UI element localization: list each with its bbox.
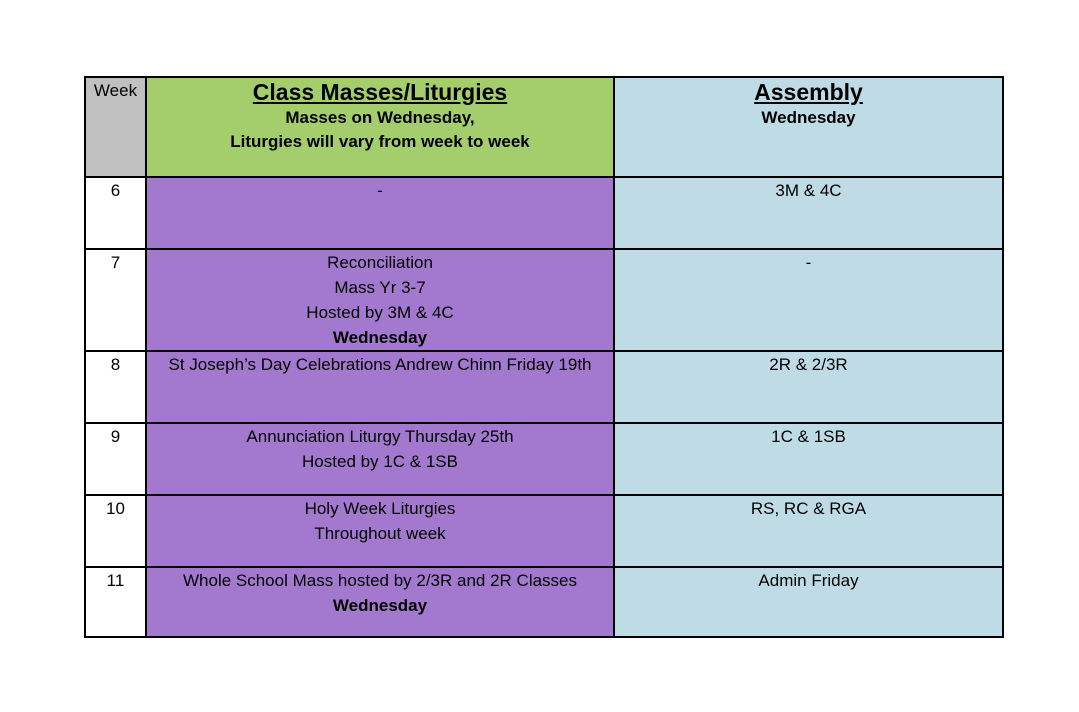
- table-row: [85, 567, 1003, 637]
- assembly-cell: 2R & 2/3R: [614, 351, 1003, 423]
- mass-cell: [146, 249, 614, 351]
- table-row: [85, 495, 1003, 567]
- assembly-cell: 3M & 4C: [614, 177, 1003, 249]
- mass-column-header: [146, 77, 614, 177]
- mass-line: -: [377, 181, 383, 200]
- week-number-cell: 6: [85, 177, 146, 249]
- mass-column-title: Class Masses/Liturgies: [252, 79, 508, 105]
- week-number-cell: 7: [85, 249, 146, 351]
- table-row: [85, 351, 1003, 423]
- assembly-cell: -: [614, 249, 1003, 351]
- assembly-cell: RS, RC & RGA: [614, 495, 1003, 567]
- table-row: [85, 249, 1003, 351]
- schedule-body: [85, 177, 1003, 637]
- assembly-cell: 1C & 1SB: [614, 423, 1003, 495]
- week-number-cell: 10: [85, 495, 146, 567]
- week-number-cell: 9: [85, 423, 146, 495]
- mass-line: Hosted by 3M & 4C: [306, 303, 454, 322]
- assembly-column-header: [614, 77, 1003, 177]
- mass-cell: [146, 351, 614, 423]
- mass-day-line: Wednesday: [332, 328, 428, 347]
- mass-cell: [146, 567, 614, 637]
- week-column-header: Week: [85, 77, 146, 177]
- mass-cell: [146, 177, 614, 249]
- mass-cell: [146, 423, 614, 495]
- mass-cell: [146, 495, 614, 567]
- assembly-column-title: Assembly: [754, 79, 863, 105]
- mass-line: St Joseph’s Day Celebrations Andrew Chinn Friday 19th: [168, 355, 592, 374]
- mass-day-line: Wednesday: [332, 596, 428, 615]
- mass-line: Whole School Mass hosted by 2/3R and 2R Classes: [182, 571, 578, 590]
- table-row: [85, 177, 1003, 249]
- schedule-table: [84, 76, 1004, 638]
- table-row: [85, 423, 1003, 495]
- assembly-cell: Admin Friday: [614, 567, 1003, 637]
- header-row: [85, 77, 1003, 177]
- mass-line: Hosted by 1C & 1SB: [302, 452, 458, 471]
- assembly-column-subtitle: Wednesday: [761, 108, 856, 127]
- mass-line: Reconciliation: [327, 253, 433, 272]
- mass-column-subtitle-1: Masses on Wednesday,: [285, 108, 475, 127]
- mass-column-subtitle-2: Liturgies will vary from week to week: [230, 132, 530, 151]
- week-number-cell: 8: [85, 351, 146, 423]
- mass-line: Throughout week: [314, 524, 446, 543]
- mass-line: Mass Yr 3-7: [334, 278, 426, 297]
- week-number-cell: 11: [85, 567, 146, 637]
- mass-line: Holy Week Liturgies: [304, 499, 456, 518]
- mass-line: Annunciation Liturgy Thursday 25th: [246, 427, 514, 446]
